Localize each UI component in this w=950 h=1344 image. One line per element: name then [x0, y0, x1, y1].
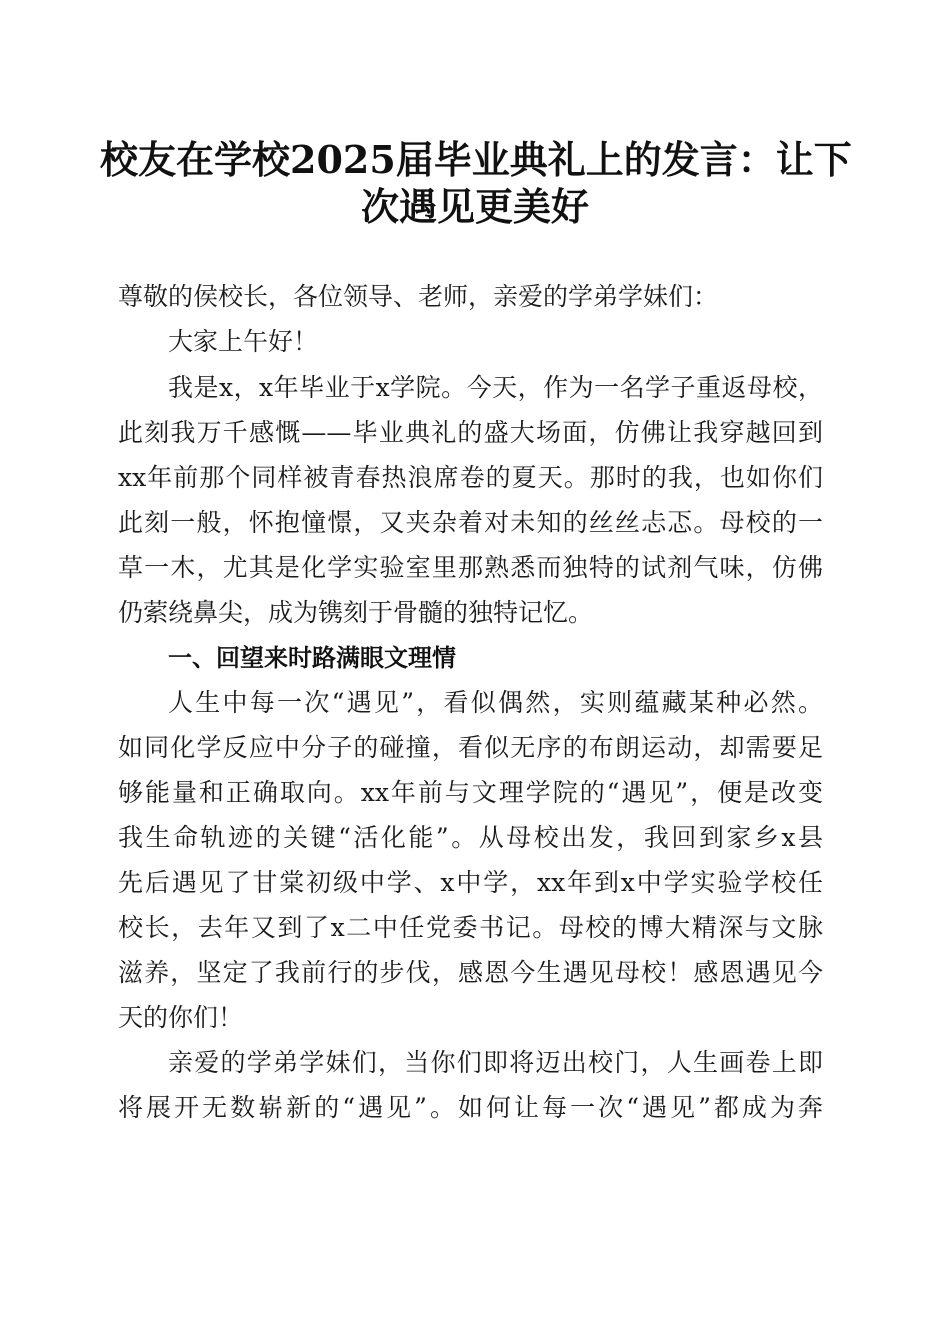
salutation: 尊敬的侯校长，各位领导、老师，亲爱的学弟学妹们： — [118, 282, 719, 311]
paragraph3-line: 将展开无数崭新的“遇见”。如何让每一次“遇见”都成为奔 — [118, 1093, 823, 1122]
section1-line: 够能量和正确取向。xx年前与文理学院的“遇见”，便是改变 — [118, 778, 823, 807]
section1-line: 天的你们！ — [118, 1003, 244, 1032]
intro-line: 我是x，x年毕业于x学院。今天，作为一名学子重返母校， — [168, 373, 823, 402]
section1-line: 校长，去年又到了x二中任党委书记。母校的博大精深与文脉 — [118, 913, 823, 942]
greeting: 大家上午好！ — [168, 327, 319, 356]
section1-line: 我生命轨迹的关键“活化能”。从母校出发，我回到家乡x县 — [118, 823, 823, 852]
document-title-line-1: 校友在学校2025届毕业典礼上的发言：让下 — [100, 137, 852, 182]
intro-line: 此刻我万千感慨——毕业典礼的盛大场面，仿佛让我穿越回到 — [118, 418, 823, 447]
intro-line: xx年前那个同样被青春热浪席卷的夏天。那时的我，也如你们 — [118, 463, 823, 492]
section1-line: 滋养，坚定了我前行的步伐，感恩今生遇见母校！感恩遇见今 — [118, 958, 823, 987]
section-heading: 一、回望来时路满眼文理情 — [168, 644, 456, 672]
intro-line: 草一木，尤其是化学实验室里那熟悉而独特的试剂气味，仿佛 — [118, 553, 823, 582]
paragraph3-line: 亲爱的学弟学妹们，当你们即将迈出校门，人生画卷上即 — [168, 1048, 823, 1077]
intro-line: 仍萦绕鼻尖，成为镌刻于骨髓的独特记忆。 — [118, 598, 594, 627]
section1-line: 如同化学反应中分子的碰撞，看似无序的布朗运动，却需要足 — [118, 733, 823, 762]
document-title-line-2: 次遇见更美好 — [360, 184, 589, 229]
intro-line: 此刻一般，怀抱憧憬，又夹杂着对未知的丝丝忐忑。母校的一 — [118, 508, 823, 537]
section1-line: 先后遇见了甘棠初级中学、x中学，xx年到x中学实验学校任 — [118, 868, 823, 897]
section1-line: 人生中每一次“遇见”，看似偶然，实则蕴藏某种必然。 — [168, 688, 823, 717]
